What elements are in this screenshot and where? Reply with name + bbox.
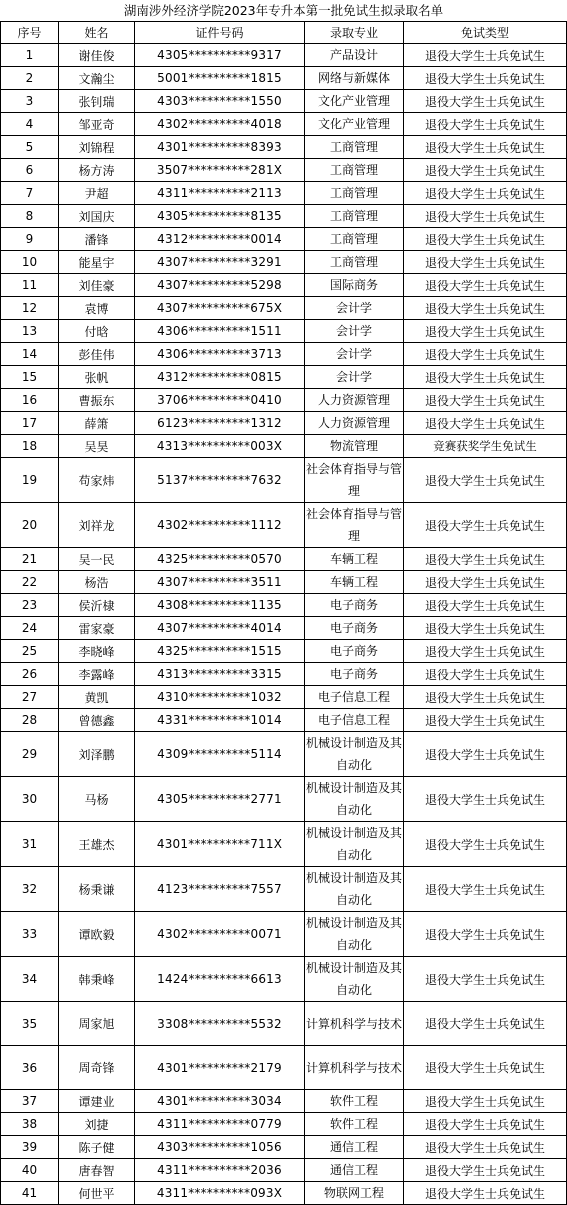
cell-major: 软件工程 bbox=[305, 1113, 404, 1136]
cell-no: 22 bbox=[1, 571, 59, 594]
table-row bbox=[1, 912, 567, 957]
cell-id: 4301**********711X bbox=[135, 822, 305, 867]
cell-type: 退役大学生士兵免试生 bbox=[404, 458, 567, 503]
cell-type: 退役大学生士兵免试生 bbox=[404, 548, 567, 571]
header-type: 免试类型 bbox=[404, 22, 567, 44]
cell-id: 4313**********3315 bbox=[135, 663, 305, 686]
cell-major: 计算机科学与技术 bbox=[305, 1046, 404, 1090]
cell-type: 退役大学生士兵免试生 bbox=[404, 67, 567, 90]
cell-type: 退役大学生士兵免试生 bbox=[404, 1182, 567, 1205]
cell-id: 4312**********0014 bbox=[135, 228, 305, 251]
table-row bbox=[1, 571, 567, 594]
cell-type: 退役大学生士兵免试生 bbox=[404, 571, 567, 594]
cell-id: 5001**********1815 bbox=[135, 67, 305, 90]
cell-major: 电子商务 bbox=[305, 640, 404, 663]
table-row bbox=[1, 67, 567, 90]
table-row bbox=[1, 867, 567, 912]
cell-type: 退役大学生士兵免试生 bbox=[404, 686, 567, 709]
cell-major: 机械设计制造及其自动化 bbox=[305, 912, 404, 957]
cell-major: 工商管理 bbox=[305, 251, 404, 274]
cell-major: 会计学 bbox=[305, 343, 404, 366]
cell-name: 周家旭 bbox=[59, 1002, 135, 1046]
cell-type: 退役大学生士兵免试生 bbox=[404, 617, 567, 640]
cell-major: 电子商务 bbox=[305, 594, 404, 617]
cell-major: 机械设计制造及其自动化 bbox=[305, 732, 404, 777]
table-row bbox=[1, 44, 567, 67]
cell-id: 4305**********8135 bbox=[135, 205, 305, 228]
cell-major: 人力资源管理 bbox=[305, 412, 404, 435]
cell-no: 26 bbox=[1, 663, 59, 686]
cell-name: 张帆 bbox=[59, 366, 135, 389]
cell-no: 3 bbox=[1, 90, 59, 113]
cell-type: 退役大学生士兵免试生 bbox=[404, 732, 567, 777]
cell-major: 文化产业管理 bbox=[305, 90, 404, 113]
cell-no: 32 bbox=[1, 867, 59, 912]
table-row bbox=[1, 136, 567, 159]
cell-major: 电子商务 bbox=[305, 617, 404, 640]
cell-id: 4325**********0570 bbox=[135, 548, 305, 571]
cell-no: 40 bbox=[1, 1159, 59, 1182]
cell-no: 30 bbox=[1, 777, 59, 822]
table-row bbox=[1, 90, 567, 113]
cell-major: 机械设计制造及其自动化 bbox=[305, 822, 404, 867]
cell-major: 机械设计制造及其自动化 bbox=[305, 957, 404, 1002]
table-row bbox=[1, 412, 567, 435]
cell-major: 人力资源管理 bbox=[305, 389, 404, 412]
cell-type: 退役大学生士兵免试生 bbox=[404, 366, 567, 389]
cell-no: 35 bbox=[1, 1002, 59, 1046]
table-row bbox=[1, 617, 567, 640]
cell-type: 退役大学生士兵免试生 bbox=[404, 182, 567, 205]
table-row bbox=[1, 343, 567, 366]
cell-name: 刘佳豪 bbox=[59, 274, 135, 297]
cell-type: 退役大学生士兵免试生 bbox=[404, 1046, 567, 1090]
cell-type: 退役大学生士兵免试生 bbox=[404, 912, 567, 957]
table-row bbox=[1, 1159, 567, 1182]
cell-type: 退役大学生士兵免试生 bbox=[404, 1113, 567, 1136]
cell-major: 车辆工程 bbox=[305, 571, 404, 594]
cell-name: 杨浩 bbox=[59, 571, 135, 594]
cell-type: 退役大学生士兵免试生 bbox=[404, 44, 567, 67]
admission-table bbox=[0, 21, 567, 1205]
page-title: 湖南涉外经济学院2023年专升本第一批免试生拟录取名单 bbox=[123, 3, 444, 18]
cell-major: 文化产业管理 bbox=[305, 113, 404, 136]
cell-id: 4310**********1032 bbox=[135, 686, 305, 709]
cell-id: 4311**********2113 bbox=[135, 182, 305, 205]
cell-type: 退役大学生士兵免试生 bbox=[404, 1090, 567, 1113]
cell-no: 41 bbox=[1, 1182, 59, 1205]
cell-type: 退役大学生士兵免试生 bbox=[404, 957, 567, 1002]
cell-no: 24 bbox=[1, 617, 59, 640]
cell-no: 34 bbox=[1, 957, 59, 1002]
cell-name: 李露峰 bbox=[59, 663, 135, 686]
table-row bbox=[1, 822, 567, 867]
cell-type: 退役大学生士兵免试生 bbox=[404, 320, 567, 343]
cell-name: 袁博 bbox=[59, 297, 135, 320]
cell-name: 韩秉峰 bbox=[59, 957, 135, 1002]
cell-id: 4301**********2179 bbox=[135, 1046, 305, 1090]
cell-id: 4309**********5114 bbox=[135, 732, 305, 777]
cell-no: 11 bbox=[1, 274, 59, 297]
cell-major: 机械设计制造及其自动化 bbox=[305, 867, 404, 912]
cell-name: 侯沂棣 bbox=[59, 594, 135, 617]
table-body bbox=[1, 44, 567, 1205]
cell-type: 退役大学生士兵免试生 bbox=[404, 159, 567, 182]
table-header bbox=[1, 22, 567, 44]
cell-name: 刘捷 bbox=[59, 1113, 135, 1136]
cell-id: 4301**********8393 bbox=[135, 136, 305, 159]
table-row bbox=[1, 709, 567, 732]
header-major: 录取专业 bbox=[305, 22, 404, 44]
cell-major: 机械设计制造及其自动化 bbox=[305, 777, 404, 822]
cell-major: 物联网工程 bbox=[305, 1182, 404, 1205]
cell-major: 工商管理 bbox=[305, 205, 404, 228]
cell-id: 4311**********2036 bbox=[135, 1159, 305, 1182]
cell-no: 25 bbox=[1, 640, 59, 663]
cell-name: 潘锋 bbox=[59, 228, 135, 251]
cell-type: 退役大学生士兵免试生 bbox=[404, 1159, 567, 1182]
cell-name: 谭欧毅 bbox=[59, 912, 135, 957]
table-row bbox=[1, 686, 567, 709]
cell-id: 4311**********0779 bbox=[135, 1113, 305, 1136]
cell-name: 刘国庆 bbox=[59, 205, 135, 228]
cell-major: 工商管理 bbox=[305, 228, 404, 251]
cell-id: 4325**********1515 bbox=[135, 640, 305, 663]
cell-name: 谢佳俊 bbox=[59, 44, 135, 67]
cell-no: 14 bbox=[1, 343, 59, 366]
cell-name: 刘泽鹏 bbox=[59, 732, 135, 777]
cell-name: 陈子健 bbox=[59, 1136, 135, 1159]
table-row bbox=[1, 732, 567, 777]
header-row bbox=[1, 22, 567, 44]
cell-type: 退役大学生士兵免试生 bbox=[404, 663, 567, 686]
cell-name: 尹超 bbox=[59, 182, 135, 205]
cell-no: 38 bbox=[1, 1113, 59, 1136]
table-row bbox=[1, 1046, 567, 1090]
cell-id: 4303**********1056 bbox=[135, 1136, 305, 1159]
cell-no: 1 bbox=[1, 44, 59, 67]
cell-type: 退役大学生士兵免试生 bbox=[404, 113, 567, 136]
cell-no: 6 bbox=[1, 159, 59, 182]
cell-id: 4311**********093X bbox=[135, 1182, 305, 1205]
table-row bbox=[1, 1090, 567, 1113]
cell-type: 退役大学生士兵免试生 bbox=[404, 709, 567, 732]
table-row bbox=[1, 205, 567, 228]
cell-id: 4305**********2771 bbox=[135, 777, 305, 822]
cell-type: 退役大学生士兵免试生 bbox=[404, 274, 567, 297]
cell-major: 通信工程 bbox=[305, 1136, 404, 1159]
table-row bbox=[1, 957, 567, 1002]
cell-no: 12 bbox=[1, 297, 59, 320]
cell-id: 4331**********1014 bbox=[135, 709, 305, 732]
cell-id: 4305**********9317 bbox=[135, 44, 305, 67]
cell-name: 唐春智 bbox=[59, 1159, 135, 1182]
table-row bbox=[1, 1136, 567, 1159]
cell-type: 退役大学生士兵免试生 bbox=[404, 777, 567, 822]
cell-no: 31 bbox=[1, 822, 59, 867]
cell-no: 8 bbox=[1, 205, 59, 228]
table-row bbox=[1, 1113, 567, 1136]
cell-type: 退役大学生士兵免试生 bbox=[404, 343, 567, 366]
cell-no: 37 bbox=[1, 1090, 59, 1113]
cell-name: 李晓峰 bbox=[59, 640, 135, 663]
cell-name: 文瀚尘 bbox=[59, 67, 135, 90]
cell-type: 竞赛获奖学生免试生 bbox=[404, 435, 567, 458]
cell-id: 5137**********7632 bbox=[135, 458, 305, 503]
cell-type: 退役大学生士兵免试生 bbox=[404, 503, 567, 548]
cell-major: 电子信息工程 bbox=[305, 686, 404, 709]
cell-major: 工商管理 bbox=[305, 182, 404, 205]
cell-major: 电子商务 bbox=[305, 663, 404, 686]
cell-type: 退役大学生士兵免试生 bbox=[404, 90, 567, 113]
cell-id: 1424**********6613 bbox=[135, 957, 305, 1002]
header-name: 姓名 bbox=[59, 22, 135, 44]
cell-id: 4308**********1135 bbox=[135, 594, 305, 617]
cell-id: 4302**********1112 bbox=[135, 503, 305, 548]
cell-id: 3706**********0410 bbox=[135, 389, 305, 412]
cell-type: 退役大学生士兵免试生 bbox=[404, 822, 567, 867]
cell-major: 电子信息工程 bbox=[305, 709, 404, 732]
cell-type: 退役大学生士兵免试生 bbox=[404, 228, 567, 251]
cell-name: 杨秉谦 bbox=[59, 867, 135, 912]
cell-no: 13 bbox=[1, 320, 59, 343]
cell-type: 退役大学生士兵免试生 bbox=[404, 389, 567, 412]
cell-id: 4306**********3713 bbox=[135, 343, 305, 366]
table-row bbox=[1, 777, 567, 822]
cell-no: 4 bbox=[1, 113, 59, 136]
cell-name: 彭佳伟 bbox=[59, 343, 135, 366]
cell-name: 谭建业 bbox=[59, 1090, 135, 1113]
cell-type: 退役大学生士兵免试生 bbox=[404, 136, 567, 159]
cell-name: 曹振东 bbox=[59, 389, 135, 412]
cell-name: 邹亚奇 bbox=[59, 113, 135, 136]
cell-name: 马杨 bbox=[59, 777, 135, 822]
cell-name: 黄凯 bbox=[59, 686, 135, 709]
cell-name: 薛箫 bbox=[59, 412, 135, 435]
table-row bbox=[1, 640, 567, 663]
cell-name: 刘祥龙 bbox=[59, 503, 135, 548]
table-row bbox=[1, 113, 567, 136]
cell-name: 吴一民 bbox=[59, 548, 135, 571]
cell-no: 7 bbox=[1, 182, 59, 205]
cell-name: 能星宇 bbox=[59, 251, 135, 274]
cell-no: 17 bbox=[1, 412, 59, 435]
cell-no: 2 bbox=[1, 67, 59, 90]
table-row bbox=[1, 389, 567, 412]
cell-no: 5 bbox=[1, 136, 59, 159]
cell-no: 27 bbox=[1, 686, 59, 709]
cell-major: 产品设计 bbox=[305, 44, 404, 67]
cell-major: 计算机科学与技术 bbox=[305, 1002, 404, 1046]
table-row bbox=[1, 1002, 567, 1046]
cell-id: 4123**********7557 bbox=[135, 867, 305, 912]
cell-id: 4302**********4018 bbox=[135, 113, 305, 136]
cell-id: 3507**********281X bbox=[135, 159, 305, 182]
cell-id: 4307**********3511 bbox=[135, 571, 305, 594]
cell-major: 工商管理 bbox=[305, 136, 404, 159]
cell-major: 会计学 bbox=[305, 320, 404, 343]
cell-id: 4307**********5298 bbox=[135, 274, 305, 297]
cell-id: 4303**********1550 bbox=[135, 90, 305, 113]
cell-name: 周奇锋 bbox=[59, 1046, 135, 1090]
cell-major: 会计学 bbox=[305, 297, 404, 320]
table-row bbox=[1, 251, 567, 274]
cell-no: 15 bbox=[1, 366, 59, 389]
cell-id: 4313**********003X bbox=[135, 435, 305, 458]
header-no: 序号 bbox=[1, 22, 59, 44]
table-row bbox=[1, 458, 567, 503]
cell-id: 6123**********1312 bbox=[135, 412, 305, 435]
cell-type: 退役大学生士兵免试生 bbox=[404, 1136, 567, 1159]
table-row bbox=[1, 1182, 567, 1205]
cell-major: 车辆工程 bbox=[305, 548, 404, 571]
cell-id: 4306**********1511 bbox=[135, 320, 305, 343]
cell-major: 社会体育指导与管理 bbox=[305, 458, 404, 503]
table-row bbox=[1, 228, 567, 251]
cell-id: 4301**********3034 bbox=[135, 1090, 305, 1113]
cell-name: 雷家豪 bbox=[59, 617, 135, 640]
cell-no: 10 bbox=[1, 251, 59, 274]
cell-id: 4302**********0071 bbox=[135, 912, 305, 957]
cell-major: 软件工程 bbox=[305, 1090, 404, 1113]
cell-type: 退役大学生士兵免试生 bbox=[404, 594, 567, 617]
cell-major: 会计学 bbox=[305, 366, 404, 389]
cell-name: 付晗 bbox=[59, 320, 135, 343]
cell-no: 21 bbox=[1, 548, 59, 571]
cell-major: 国际商务 bbox=[305, 274, 404, 297]
cell-no: 28 bbox=[1, 709, 59, 732]
cell-name: 曾德鑫 bbox=[59, 709, 135, 732]
cell-name: 苟家炜 bbox=[59, 458, 135, 503]
cell-type: 退役大学生士兵免试生 bbox=[404, 1002, 567, 1046]
cell-name: 刘锦程 bbox=[59, 136, 135, 159]
cell-id: 3308**********5532 bbox=[135, 1002, 305, 1046]
table-row bbox=[1, 503, 567, 548]
cell-type: 退役大学生士兵免试生 bbox=[404, 297, 567, 320]
table-row bbox=[1, 297, 567, 320]
cell-type: 退役大学生士兵免试生 bbox=[404, 205, 567, 228]
table-row bbox=[1, 435, 567, 458]
cell-major: 网络与新媒体 bbox=[305, 67, 404, 90]
cell-no: 9 bbox=[1, 228, 59, 251]
cell-name: 吴昊 bbox=[59, 435, 135, 458]
cell-name: 杨方涛 bbox=[59, 159, 135, 182]
cell-no: 16 bbox=[1, 389, 59, 412]
cell-id: 4307**********675X bbox=[135, 297, 305, 320]
cell-major: 社会体育指导与管理 bbox=[305, 503, 404, 548]
cell-no: 19 bbox=[1, 458, 59, 503]
cell-major: 物流管理 bbox=[305, 435, 404, 458]
cell-major: 通信工程 bbox=[305, 1159, 404, 1182]
cell-no: 18 bbox=[1, 435, 59, 458]
table-row bbox=[1, 182, 567, 205]
cell-type: 退役大学生士兵免试生 bbox=[404, 412, 567, 435]
table-row bbox=[1, 320, 567, 343]
cell-type: 退役大学生士兵免试生 bbox=[404, 640, 567, 663]
table-row bbox=[1, 274, 567, 297]
cell-type: 退役大学生士兵免试生 bbox=[404, 867, 567, 912]
table-row bbox=[1, 594, 567, 617]
cell-no: 29 bbox=[1, 732, 59, 777]
cell-type: 退役大学生士兵免试生 bbox=[404, 251, 567, 274]
cell-no: 20 bbox=[1, 503, 59, 548]
cell-no: 36 bbox=[1, 1046, 59, 1090]
cell-no: 39 bbox=[1, 1136, 59, 1159]
cell-id: 4307**********4014 bbox=[135, 617, 305, 640]
table-row bbox=[1, 366, 567, 389]
table-row bbox=[1, 663, 567, 686]
cell-no: 33 bbox=[1, 912, 59, 957]
cell-name: 何世平 bbox=[59, 1182, 135, 1205]
table-row bbox=[1, 548, 567, 571]
cell-id: 4307**********3291 bbox=[135, 251, 305, 274]
cell-name: 王雄杰 bbox=[59, 822, 135, 867]
table-row bbox=[1, 159, 567, 182]
header-id: 证件号码 bbox=[135, 22, 305, 44]
cell-name: 张钊瑞 bbox=[59, 90, 135, 113]
cell-no: 23 bbox=[1, 594, 59, 617]
cell-id: 4312**********0815 bbox=[135, 366, 305, 389]
cell-major: 工商管理 bbox=[305, 159, 404, 182]
